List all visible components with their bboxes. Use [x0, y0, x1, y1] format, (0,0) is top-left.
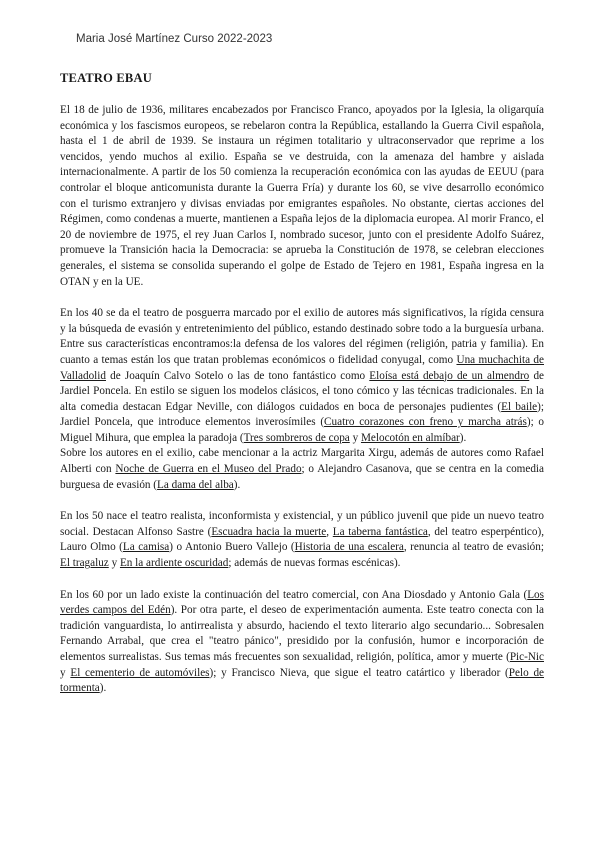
- work-title: Melocotón en almíbar: [360, 431, 460, 444]
- work-title: Pic-Nic: [509, 651, 544, 663]
- document-body: [60, 103, 544, 697]
- work-title: El tragaluz: [60, 557, 109, 570]
- work-title: Escuadra hacia la muerte: [211, 525, 327, 538]
- work-title: La dama del alba: [157, 478, 234, 491]
- work-title: Pelo de tormenta: [60, 666, 545, 695]
- work-title: El cementerio de automóviles: [70, 666, 210, 679]
- work-title: En la ardiente oscuridad: [119, 557, 229, 570]
- text-run: ).: [99, 682, 107, 695]
- work-title: Cuatro corazones con freno y marcha atrás: [324, 416, 527, 429]
- paragraph-theatre-60s: [60, 588, 544, 697]
- work-title: Eloísa está debajo de un almendro: [369, 369, 530, 382]
- work-title: La taberna fantástica: [332, 525, 428, 538]
- text-run: y: [108, 557, 120, 570]
- work-title: Historia de una escalera: [294, 541, 404, 554]
- text-run: ); Jardiel Poncela, que introduce elementos inverosímiles (: [60, 400, 544, 429]
- work-title: Los verdes campos del Edén: [60, 588, 544, 617]
- text-run: y: [60, 666, 71, 679]
- text-run: ) o Antonio Buero Vallejo (: [169, 541, 295, 554]
- text-run: Sobre los autores en el exilio, cabe mencionar a la actriz Margarita Xirgu, además de autores como Rafael Alberti con: [60, 447, 544, 476]
- paragraph-exile-authors: [60, 446, 544, 493]
- text-run: , renuncia al teatro de evasión;: [403, 541, 544, 554]
- text-run: ; además de nuevas formas escénicas).: [228, 557, 401, 570]
- text-run: ).: [459, 431, 467, 444]
- text-run: ); y Francisco Nieva, que sigue el teatro catártico y liberador (: [209, 666, 509, 679]
- work-title: Noche de Guerra en el Museo del Prado: [115, 463, 302, 476]
- paragraph-theatre-40s: [60, 306, 544, 446]
- work-title: Tres sombreros de copa: [243, 431, 350, 444]
- text-run: de Joaquín Calvo Sotelo o las de tono fantástico como: [105, 369, 370, 382]
- text-run: ). Por otra parte, el deseo de experimentación aumenta. Este teatro conecta con la tradición vanguardista, lo antirrealista y absurdo, haciendo el texto literario algo secundario... Sobresalen Fernando Arrabal, que crea el "teatro pánico", presidido por la confusión, humor e incorporación de elementos surrealistas. Sus temas más frecuentes son sexualidad, religión, política, amor y muerte (: [60, 604, 544, 663]
- document-header: Maria José Martínez Curso 2022-2023: [76, 33, 273, 45]
- text-run: ); o Miguel Mihura, que emplea la paradoja (: [60, 416, 544, 444]
- text-run: En los 40 se da el teatro de posguerra marcado por el exilio de autores más significativos, la rígida censura y la búsqueda de evasión y entretenimiento del público, estando destinado sobre todo a la burguesía urbana. Entre sus características encontramos:la defensa de los valores del régimen (religión, patria y familia). En cuanto a temas están los que tratan problemas económicos o fidelidad conyugal, como: [60, 307, 544, 366]
- text-run: ).: [233, 478, 241, 491]
- text-run: , del teatro esperpéntico), Lauro Olmo (: [60, 525, 545, 554]
- paragraph-historical-context: El 18 de julio de 1936, militares encabezados por Francisco Franco, apoyados por la Iglesia, la oligarquía económica y los fascismos europeos, se rebelaron contra la República, estallando la Guerra Civil española, hasta el 1 de abril de 1939. Se instaura un régimen totalitario y ultraconservador que reprime a los vencidos, yendo muchos al exilio. España se ve destruida, con la amenaza del hambre y aislada internacionalmente. A partir de los 50 comienza la recuperación económica con las ayudas de EEUU (para controlar el bloque anticomunista durante la Guerra Fría) y durante los 60, se vive desarrollo económico con el turismo extranjero y divisas enviadas por emigrantes españoles. No obstante, ciertas acciones del Régimen, como condenas a muerte, mantienen a España lejos de la diplomacia europea. Al morir Franco, el 20 de noviembre de 1975, el rey Juan Carlos I, nombrado sucesor, junto con el presidente Adolfo Suárez, promueve la Transición hacia la Democracia: se aprueba la Constitución de 1978, se celebran elecciones generales, el sistema se consolida superando el golpe de Estado de Tejero en 1981, España ingresa en la OTAN y en la UE.: [60, 104, 544, 288]
- document-title: TEATRO EBAU: [60, 71, 152, 85]
- work-title: Una muchachita de Valladolid: [60, 353, 544, 382]
- work-title: La camisa: [122, 541, 170, 554]
- text-run: ; o Alejandro Casanova, que se centra en la comedia burguesa de evasión (: [60, 463, 545, 491]
- text-run: En los 60 por un lado existe la continuación del teatro comercial, con Ana Diosdado y Antonio Gala (: [60, 588, 528, 601]
- work-title: El baile: [501, 400, 538, 413]
- text-run: En los 50 nace el teatro realista, inconformista y existencial, y un público juvenil que pide un nuevo teatro social. Destacan Alfonso Sastre (: [60, 510, 544, 538]
- text-run: ,: [326, 525, 333, 538]
- text-run: de Jardiel Poncela. En estilo se siguen los modelos clásicos, el tono cómico y las técnicas tradicionales. En la alta comedia destacan Edgar Neville, con diálogos cuidados en boca de personajes pudientes (: [60, 369, 545, 413]
- paragraph-theatre-50s: [60, 509, 544, 571]
- text-run: y: [349, 431, 361, 444]
